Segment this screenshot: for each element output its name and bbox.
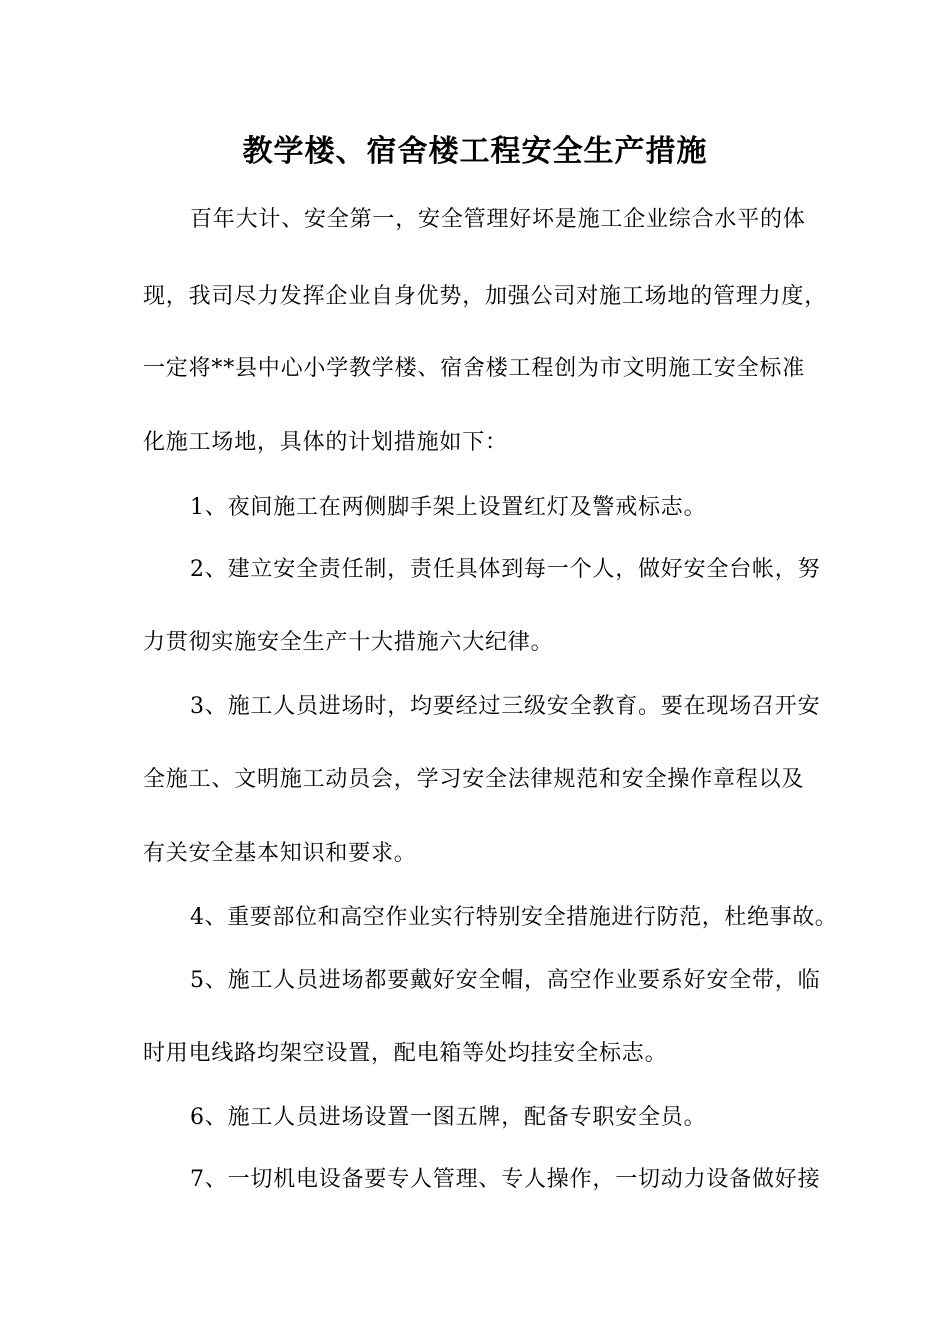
list-item-line: 6、施工人员进场设置一图五牌，配备专职安全员。 xyxy=(190,1105,707,1130)
list-item-line: 3、施工人员进场时，均要经过三级安全教育。要在现场召开安 xyxy=(190,694,821,719)
list-item-line: 时用电线路均架空设置，配电箱等处均挂安全标志。 xyxy=(143,1041,668,1066)
list-item-line: 全施工、文明施工动员会，学习安全法律规范和安全操作章程以及 xyxy=(143,767,805,792)
list-item-line: 7、一切机电设备要专人管理、专人操作，一切动力设备做好接 xyxy=(190,1167,821,1192)
paragraph-line: 化施工场地，具体的计划措施如下： xyxy=(143,430,508,455)
paragraph-line: 一定将**县中心小学教学楼、宿舍楼工程创为市文明施工安全标准 xyxy=(143,356,806,381)
document-title: 教学楼、宿舍楼工程安全生产措施 xyxy=(242,134,708,169)
list-item-line: 4、重要部位和高空作业实行特别安全措施进行防范，杜绝事故。 xyxy=(190,905,838,930)
list-item-line: 有关安全基本知识和要求。 xyxy=(143,841,417,866)
list-item-line: 2、建立安全责任制，责任具体到每一个人，做好安全台帐，努 xyxy=(190,557,821,582)
list-item-line: 5、施工人员进场都要戴好安全帽，高空作业要系好安全带，临 xyxy=(190,968,821,993)
list-item-line: 力贯彻实施安全生产十大措施六大纪律。 xyxy=(143,630,554,655)
paragraph-line: 百年大计、安全第一，安全管理好坏是施工企业综合水平的体 xyxy=(190,207,806,232)
paragraph-line: 现，我司尽力发挥企业自身优势，加强公司对施工场地的管理力度， xyxy=(143,284,828,309)
list-item-line: 1、夜间施工在两侧脚手架上设置红灯及警戒标志。 xyxy=(190,495,707,520)
